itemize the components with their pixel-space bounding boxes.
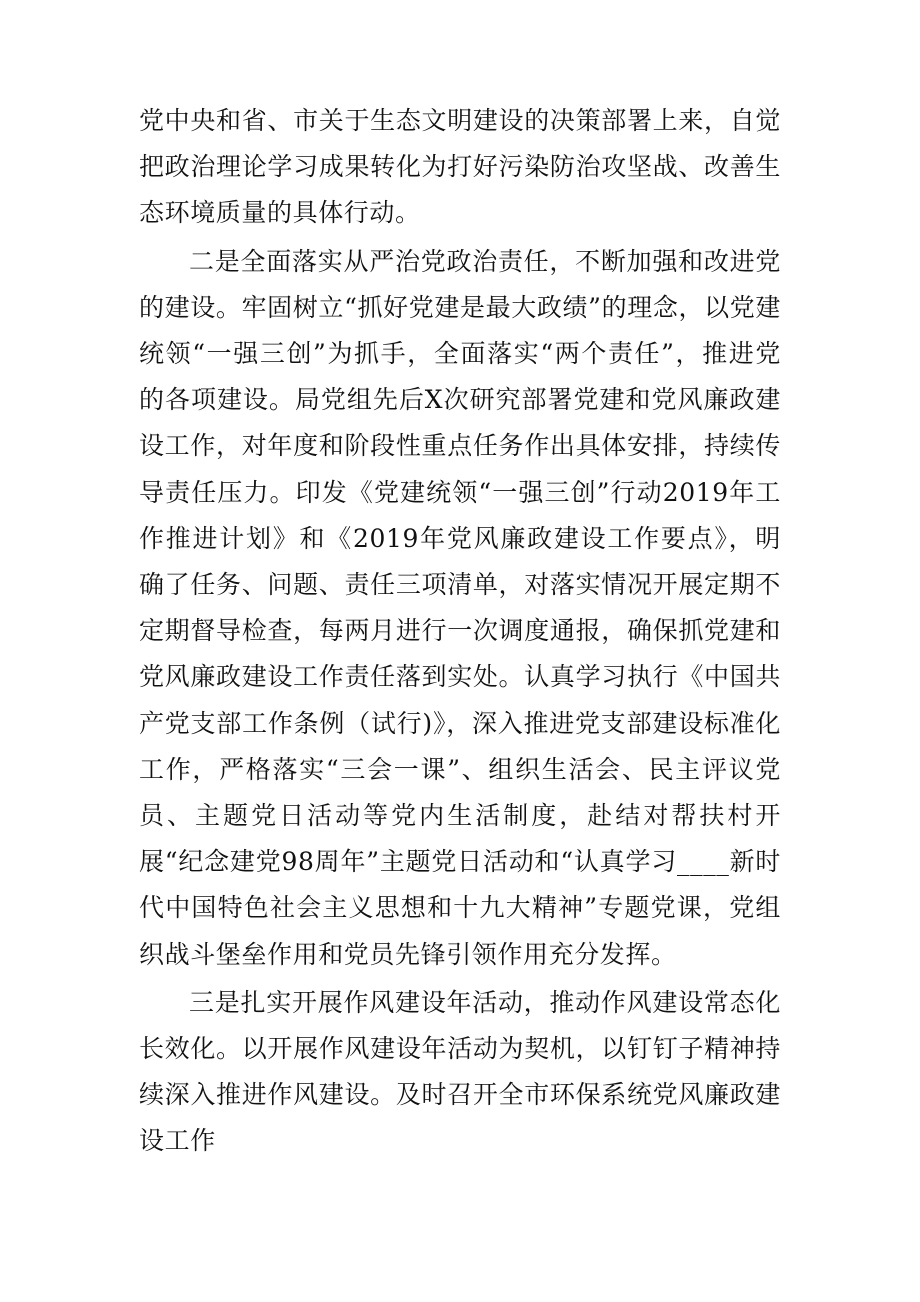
paragraph-party-building: 二是全面落实从严治党政治责任，不断加强和改进党的建设。牢固树立“抓好党建是最大政绩”的理念，以党建统领“一强三创”为抓手，全面落实“两个责任”，推进党的各项建设。局党组先后X次研究部署党建和党风廉政建设工作，对年度和阶段性重点任务作出具体安排，持续传导责任压力。印发《党建统领“一强三创”行动2019年工作推进计划》和《2019年党风廉政建设工作要点》，明确了任务、问题、责任三项清单，对落实情况开展定期不定期督导检查，每两月进行一次调度通报，确保抓党建和党风廉政建设工作责任落到实处。认真学习执行《中国共产党支部工作条例（试行)》，深入推进党支部建设标准化工作，严格落实“三会一课”、组织生活会、民主评议党员、主题党日活动等党内生活制度，赴结对帮扶村开展“纪念建党98周年”主题党日活动和“认真学习____新时代中国特色社会主义思想和十九大精神”专题党课，党组织战斗堡垒作用和党员先锋引领作用充分发挥。 bbox=[139, 246, 781, 969]
paragraph-work-style: 三是扎实开展作风建设年活动，推动作风建设常态化长效化。以开展作风建设年活动为契机，以钉钉子精神持续深入推进作风建设。及时召开全市环保系统党风廉政建设工作 bbox=[139, 987, 781, 1156]
document-body bbox=[139, 98, 781, 1165]
paragraph-continuation: 党中央和省、市关于生态文明建设的决策部署上来，自觉把政治理论学习成果转化为打好污染防治攻坚战、改善生态环境质量的具体行动。 bbox=[139, 106, 781, 228]
